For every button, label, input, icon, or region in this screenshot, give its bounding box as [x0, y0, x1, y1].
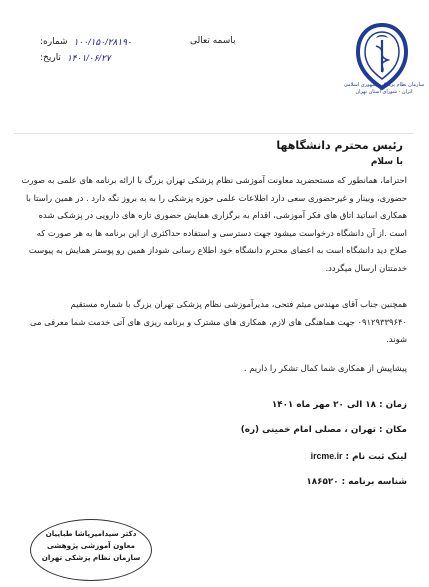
- letter-number: ۱۰۰/۱۵۰/۲۸۱۹۰: [73, 37, 132, 47]
- event-time: [272, 398, 407, 412]
- organization-name: سازمان نظام پزشکی جمهوری اسلامی ایران - شورای استان تهران: [343, 82, 425, 95]
- event-place-label: مکان :: [379, 425, 407, 435]
- signatory-org: سازمان نظام پزشکی تهران: [41, 553, 141, 562]
- body-paragraph-3: پیشاپیش از همکاری شما کمال تشکر را داریم .: [243, 363, 407, 373]
- registration-link-value[interactable]: ircme.ir: [310, 451, 343, 461]
- event-time-label: زمان :: [379, 400, 407, 410]
- event-time-value: ۱۸ الی ۲۰ مهر ماه ۱۴۰۱: [271, 400, 377, 410]
- greeting: با سلام: [370, 157, 403, 167]
- letter-meta: [40, 34, 132, 66]
- registration-link: [311, 449, 407, 464]
- program-id-label: شناسه برنامه :: [341, 477, 407, 487]
- letter-number-label: شماره:: [40, 37, 68, 47]
- registration-link-label: لینک ثبت نام :: [345, 452, 407, 462]
- signatory-role: معاون آموزشی پژوهشی: [47, 541, 135, 550]
- program-id: [306, 475, 407, 489]
- signature-block: [36, 528, 146, 564]
- event-place: [241, 423, 407, 437]
- program-id-value: ۱۸۶۵۲۰: [306, 477, 339, 487]
- signatory-name: دکتر سیدامیرپاشا طباییان: [45, 529, 137, 538]
- body-paragraph-1: احتراما، همانطور که مستحضرید معاونت آموزشی نظام پزشکی تهران بزرگ با ارائه برنامه های علمی به صورت حضوری، وبینار و غیرحضوری سعی دارد اطلاعات علمی حوزه پزشکی را به به بروز نگه دارد . در همین راستا با همکاری اساتید اتاق های فکر آموزشی، اقدام به برگزاری همایش حضوری تازه های دارویی در پزشکی شده است .از آن دانشگاه درخواست میشود جهت دسترسی و استفاده حداکثری از این برنامه ها به هر صورت که صلاح دید دانشگاه است به اعضای محترم دانشگاه خود اطلاع رسانی شوداز همین رو پوستر همایش به پیوست خدمتتان ارسال میگردد.: [21, 175, 407, 273]
- basmala: باسمه تعالی: [190, 36, 236, 46]
- addressee: رئیس محترم دانشگاهها: [276, 139, 403, 152]
- letter-date: ۱۴۰۱/۰۶/۲۷: [66, 53, 111, 63]
- event-place-value: تهران ، مصلی امام خمینی (ره): [240, 425, 376, 435]
- letter-date-label: تاریخ:: [40, 53, 61, 63]
- body-paragraph-2: همچنین جناب آقای مهندس میثم فتحی، مدیرآموزشی نظام پزشکی تهران بزرگ با شماره مستقیم ۰۹۱۲۹۳۳۹۶۴۰ جهت هماهنگی های لازم، همکاری های مشترک و برنامه ریزی های آتی خدمت شما معرفی می شوند.: [30, 299, 407, 344]
- header-divider: [14, 133, 414, 134]
